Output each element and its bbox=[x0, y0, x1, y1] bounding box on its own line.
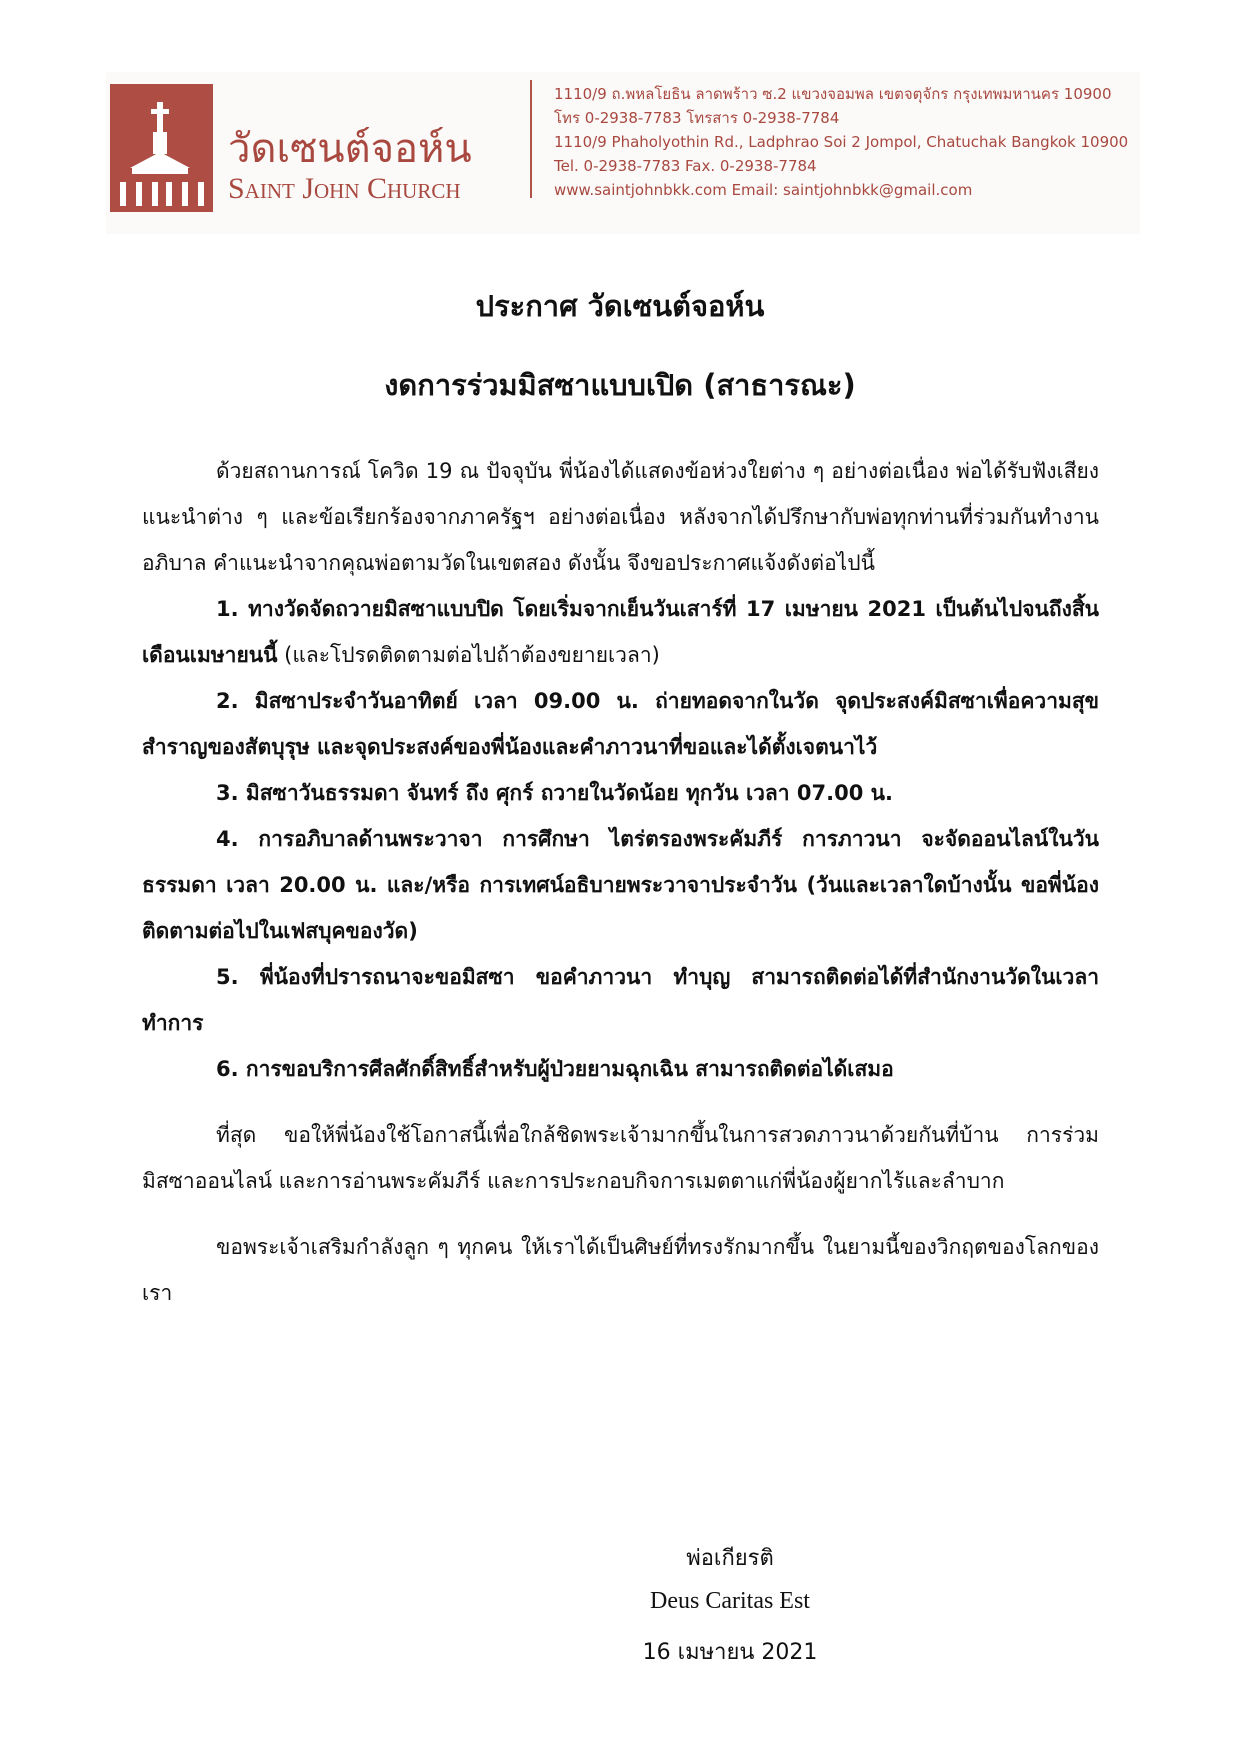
item-1-bold: 1. ทางวัดจัดถวายมิสซาแบบปิด โดยเริ่มจากเย็นวันเสาร์ที่ 17 เมษายน 2021 เป็นต้นไปจนถึงสิ้นเดือนเมษายนนี้ bbox=[142, 597, 1099, 667]
list-item bbox=[142, 954, 1099, 1046]
item-1-note: (และโปรดติดตามต่อไปถ้าต้องขยายเวลา) bbox=[277, 643, 660, 667]
item-5-bold: 5. พี่น้องที่ปรารถนาจะขอมิสซา ขอคำภาวนา ทำบุญ สามารถติดต่อได้ที่สำนักงานวัดในเวลาทำการ bbox=[142, 965, 1099, 1035]
item-4-bold: 4. การอภิบาลด้านพระวาจา การศึกษา ไตร่ตรองพระคัมภีร์ การภาวนา จะจัดออนไลน์ในวันธรรมดา เวลา 20.00 น. และ/หรือ การเทศน์อธิบายพระวาจาประจำวัน (วันและเวลาใดบ้างนั้น ขอพี่น้องติดตามต่อไปในเฟสบุคของวัด) bbox=[142, 827, 1099, 943]
contact-address-english: 1110/9 Phaholyothin Rd., Ladphrao Soi 2 Jompol, Chatuchak Bangkok 10900 bbox=[554, 133, 1129, 151]
signature-date: 16 เมษายน 2021 bbox=[642, 1640, 818, 1665]
contact-phone-thai: โทร 0-2938-7783 โทรสาร 0-2938-7784 bbox=[554, 109, 840, 127]
spacer bbox=[142, 1204, 1099, 1224]
list-item bbox=[142, 816, 1099, 954]
list-item bbox=[142, 770, 1099, 816]
closing-paragraph: ที่สุด ขอให้พี่น้องใช้โอกาสนี้เพื่อใกล้ชิดพระเจ้ามากขึ้นในการสวดภาวนาด้วยกันที่บ้าน การร่วมมิสซาออนไลน์ และการอ่านพระคัมภีร์ และการประกอบกิจการเมตตาแก่พี่น้องผู้ยากไร้และลำบาก bbox=[142, 1123, 1099, 1193]
signature-motto: Deus Caritas Est bbox=[650, 1588, 810, 1614]
item-3-bold: 3. มิสซาวันธรรมดา จันทร์ ถึง ศุกร์ ถวายในวัดน้อย ทุกวัน เวลา 07.00 น. bbox=[216, 781, 893, 805]
letterhead bbox=[106, 72, 1140, 234]
item-2-bold: 2. มิสซาประจำวันอาทิตย์ เวลา 09.00 น. ถ่ายทอดจากในวัด จุดประสงค์มิสซาเพื่อความสุขสำราญของสัตบุรุษ และจุดประสงค์ของพี่น้องและคำภาวนาที่ขอและได้ตั้งเจตนาไว้ bbox=[142, 689, 1099, 759]
list-item bbox=[142, 1046, 1099, 1092]
signature-name: พ่อเกียรติ bbox=[686, 1546, 774, 1571]
announcement-title: ประกาศ วัดเซนต์จอห์น bbox=[475, 289, 765, 323]
intro-paragraph: ด้วยสถานการณ์ โควิด 19 ณ ปัจจุบัน พี่น้องได้แสดงข้อห่วงใยต่าง ๆ อย่างต่อเนื่อง พ่อได้รับฟังเสียงแนะนำต่าง ๆ และข้อเรียกร้องจากภาครัฐฯ อย่างต่อเนื่อง หลังจากได้ปรึกษากับพ่อทุกท่านที่ร่วมกันทำงานอภิบาล คำแนะนำจากคุณพ่อตามวัดในเขตสอง ดังนั้น จึงขอประกาศแจ้งดังต่อไปนี้ bbox=[142, 459, 1099, 575]
spacer bbox=[142, 1092, 1099, 1112]
list-item bbox=[142, 678, 1099, 770]
item-6-bold: 6. การขอบริการศีลศักดิ์สิทธิ์สำหรับผู้ป่วยยามฉุกเฉิน สามารถติดต่อได้เสมอ bbox=[216, 1057, 894, 1081]
church-name-english: Saint John Church bbox=[228, 172, 461, 205]
contact-address-thai: 1110/9 ถ.พหลโยธิน ลาดพร้าว ซ.2 แขวงจอมพล เขตจตุจักร กรุงเทพมหานคร 10900 bbox=[554, 85, 1112, 103]
announcement-subtitle: งดการร่วมมิสซาแบบเปิด (สาธารณะ) bbox=[384, 368, 856, 402]
church-name-thai: วัดเซนต์จอห์น bbox=[228, 126, 472, 172]
contact-phone-english: Tel. 0-2938-7783 Fax. 0-2938-7784 bbox=[554, 157, 817, 175]
list-item bbox=[142, 586, 1099, 678]
church-logo-icon bbox=[110, 84, 213, 212]
contact-web-email: www.saintjohnbkk.com Email: saintjohnbkk@gmail.com bbox=[554, 181, 973, 199]
contact-info bbox=[554, 82, 1128, 202]
letterhead-divider bbox=[530, 80, 532, 198]
blessing-paragraph: ขอพระเจ้าเสริมกำลังลูก ๆ ทุกคน ให้เราได้เป็นศิษย์ที่ทรงรักมากขึ้น ในยามนี้ของวิกฤตของโลกของเรา bbox=[142, 1235, 1099, 1305]
announcement-body bbox=[142, 448, 1099, 1316]
